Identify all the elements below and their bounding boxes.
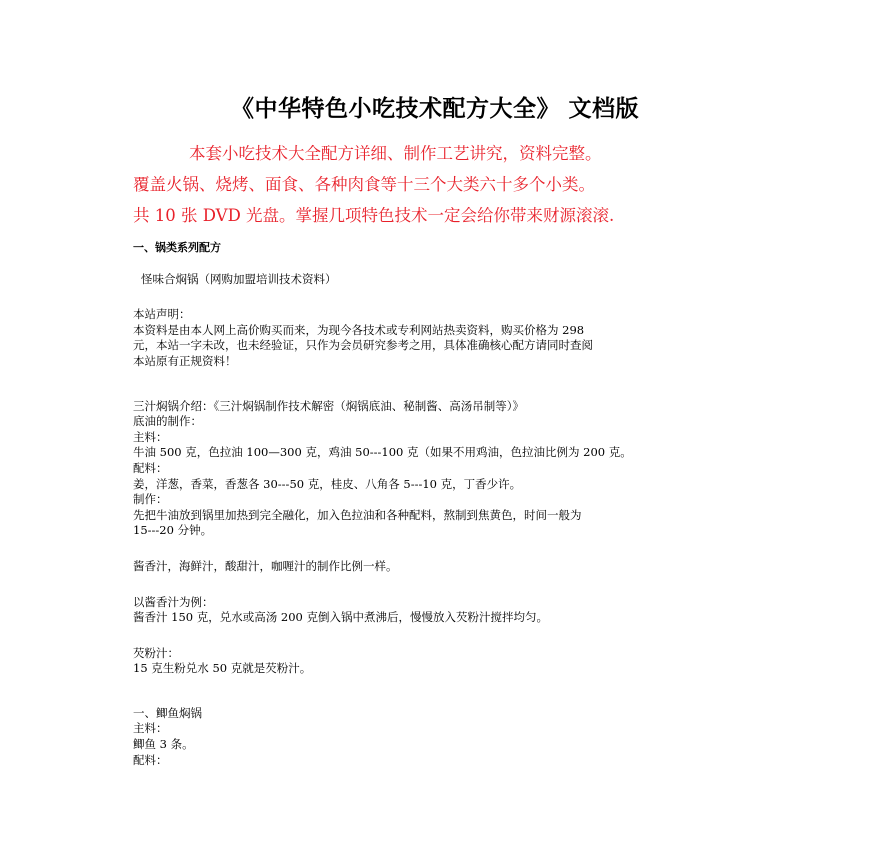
peiliao-label: 配料： — [133, 460, 168, 475]
diyou-label: 底油的制作： — [133, 414, 202, 429]
statement-label: 本站声明： — [133, 307, 191, 322]
jiyu-zhuliao-label: 主料： — [133, 721, 168, 736]
recipe-subtitle: 怪味合焖锅（网购加盟培训技术资料） — [141, 271, 337, 286]
intro-line: 覆盖火锅、烧烤、面食、各种肉食等十三个大类六十多个小类。 — [133, 175, 595, 194]
zhuliao-text: 牛油 500 克，色拉油 100—300 克，鸡油 50---100 克（如果不用鸡油，色拉油比例为 200 克。 — [133, 445, 632, 460]
jiyu-heading: 一、鲫鱼焖锅 — [133, 705, 202, 720]
example-label: 以酱香汁为例： — [133, 594, 214, 609]
jiyu-zhuliao-text: 鲫鱼 3 条。 — [133, 737, 194, 752]
zhizuo-line: 15---20 分钟。 — [133, 523, 213, 538]
intro-line: 共 10 张 DVD 光盘。掌握几项特色技术一定会给你带来财源滚滚. — [133, 206, 615, 225]
sauces-line: 酱香汁，海鲜汁，酸甜汁，咖喱汁的制作比例一样。 — [133, 558, 398, 573]
document-body — [133, 240, 753, 768]
qianfen-label: 芡粉汁： — [133, 645, 179, 660]
qianfen-text: 15 克生粉兑水 50 克就是芡粉汁。 — [133, 661, 312, 676]
document-title: 《中华特色小吃技术配方大全》 文档版 — [230, 95, 639, 122]
section-heading: 一、锅类系列配方 — [133, 241, 221, 254]
statement-line: 本资料是由本人网上高价购买而来，为现今各技术或专利网站热卖资料，购买价格为 298 — [133, 322, 585, 337]
zhuliao-label: 主料： — [133, 429, 168, 444]
intro-paragraph — [133, 138, 753, 231]
statement-line: 元，本站一字未改，也未经验证，只作为会员研究参考之用，具体准确核心配方请同时查阅 — [133, 338, 593, 353]
zhizuo-line: 先把牛油放到锅里加热到完全融化，加入色拉油和各种配料，熬制到焦黄色，时间一般为 — [133, 507, 582, 522]
example-text: 酱香汁 150 克，兑水或高汤 200 克倒入锅中煮沸后，慢慢放入芡粉汁搅拌均匀。 — [133, 610, 549, 625]
zhizuo-label: 制作： — [133, 492, 168, 507]
statement-line: 本站原有正规资料！ — [133, 353, 237, 368]
peiliao-text: 姜，洋葱，香菜，香葱各 30---50 克，桂皮、八角各 5---10 克，丁香少许。 — [133, 476, 522, 491]
jiyu-peiliao-label: 配料： — [133, 752, 168, 767]
intro-line: 本套小吃技术大全配方详细、制作工艺讲究，资料完整。 — [189, 144, 602, 163]
sanzhi-intro: 三汁焖锅介绍：《三汁焖锅制作技术解密（焖锅底油、秘制酱、高汤吊制等）》 — [133, 398, 524, 413]
